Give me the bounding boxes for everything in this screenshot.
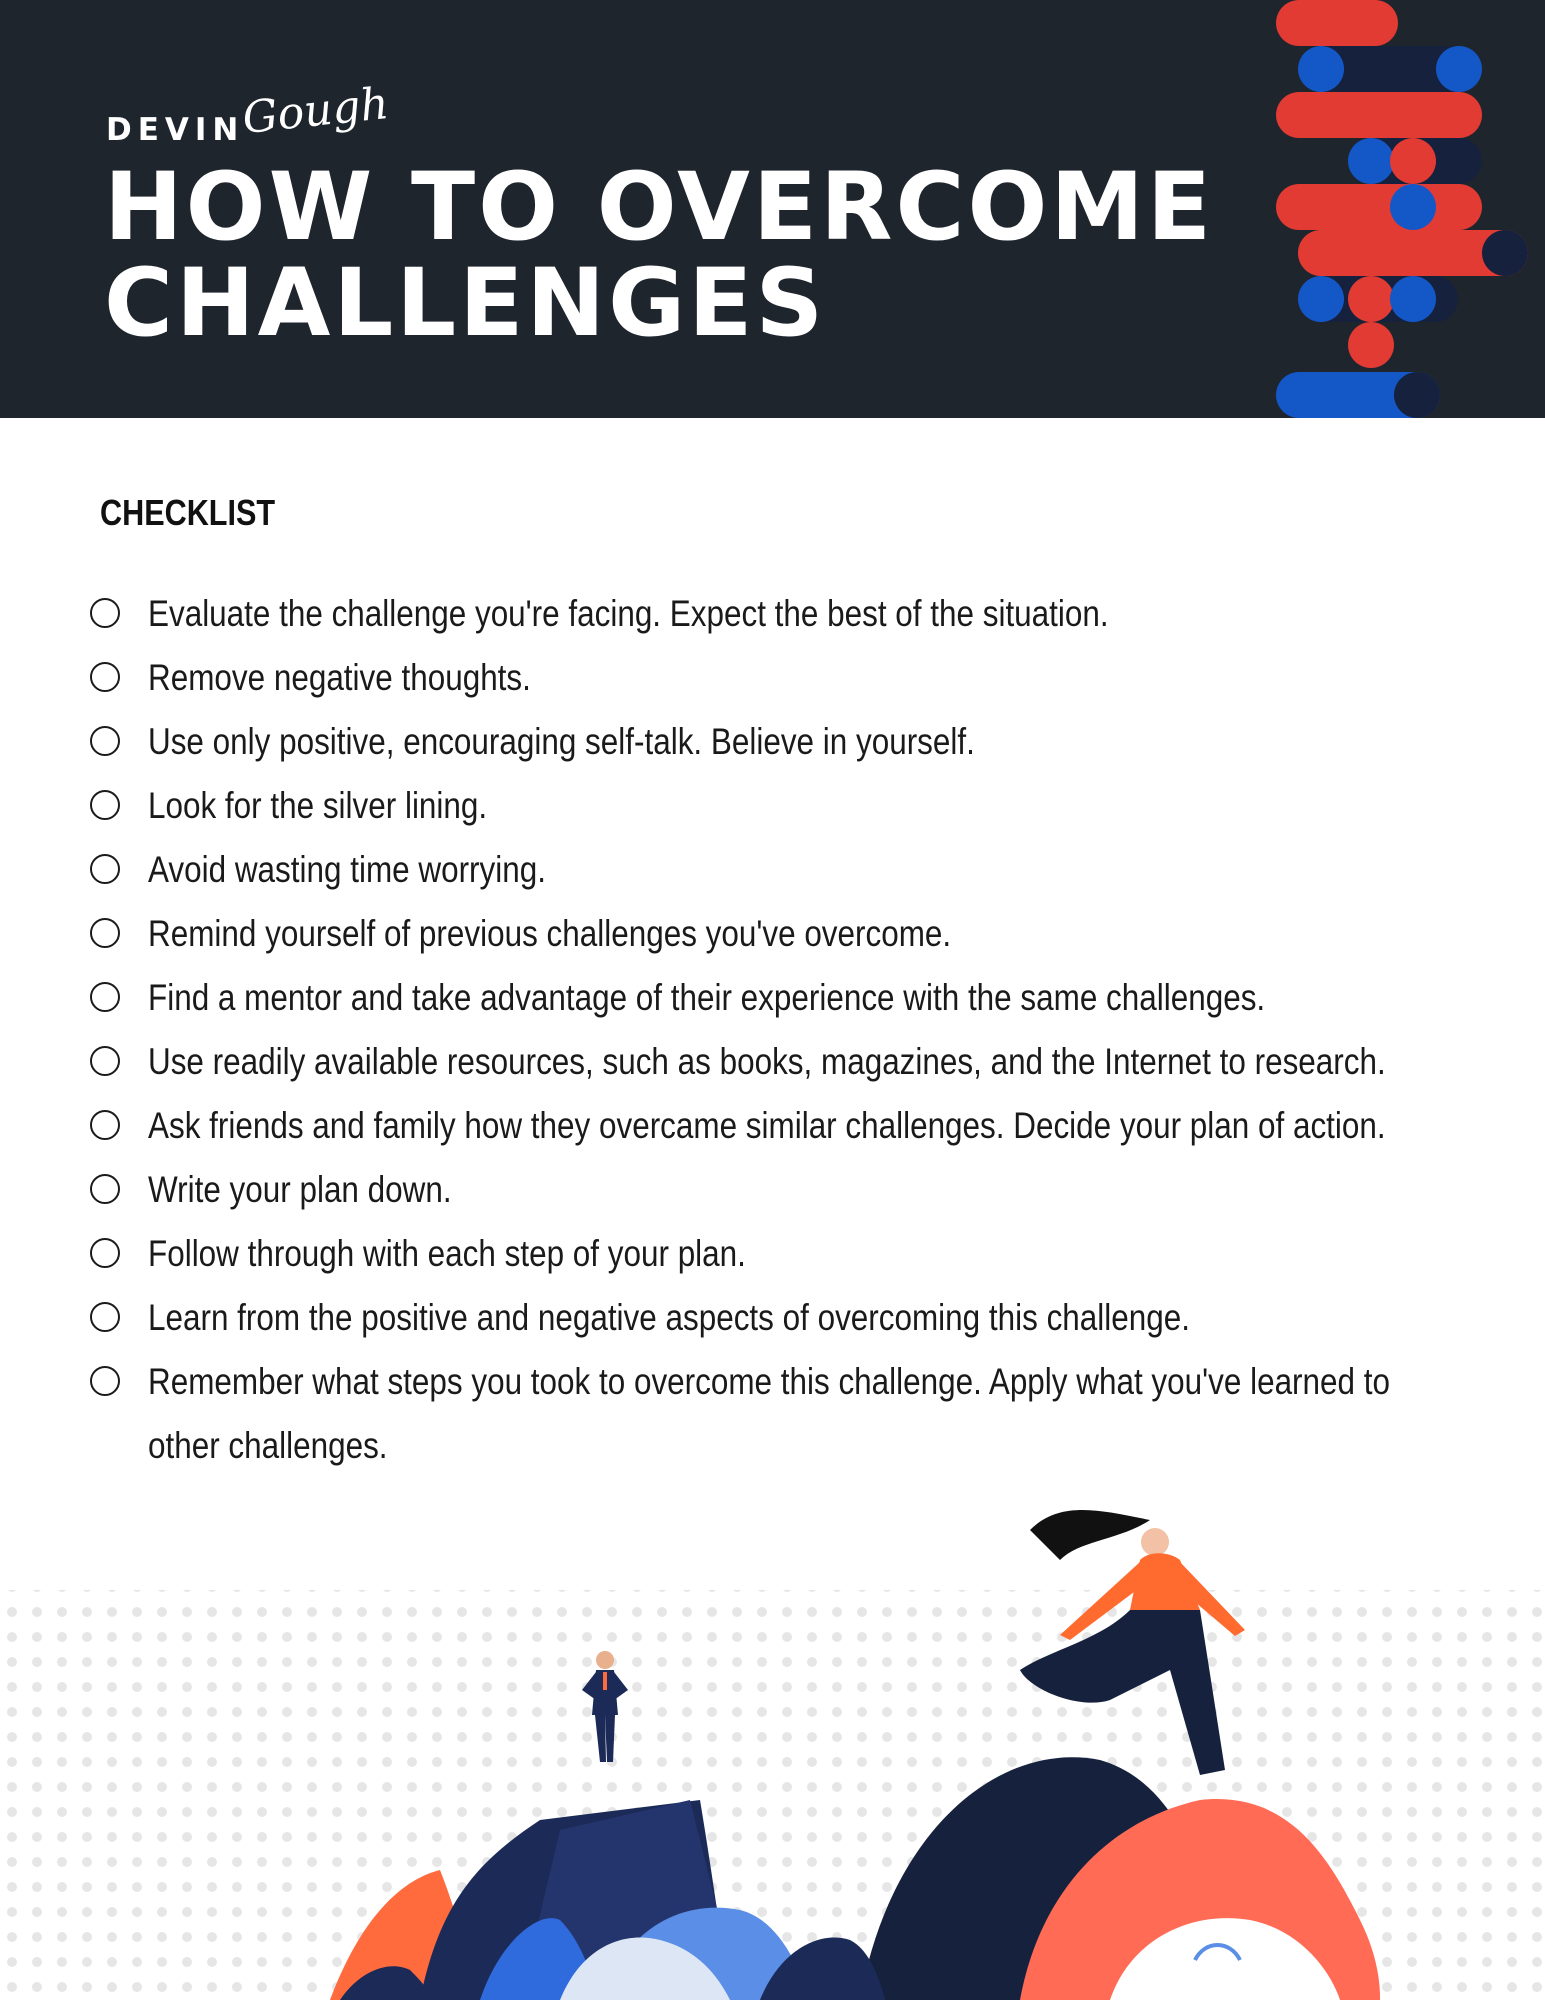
brand-first-word: DEVIN — [106, 112, 245, 148]
checklist-item-text: Avoid wasting time worrying. — [148, 849, 546, 890]
page-title-line-2: CHALLENGES — [104, 249, 827, 358]
list-item — [90, 1222, 1490, 1286]
checklist-heading: CHECKLIST — [100, 492, 276, 533]
checklist-item-text: Look for the silver lining. — [148, 785, 488, 826]
circle-checkbox-icon[interactable] — [90, 854, 120, 884]
checklist-item-text: Remind yourself of previous challenges you've overcome. — [148, 913, 952, 954]
checklist-item-text: Follow through with each step of your plan. — [148, 1233, 746, 1274]
page-title — [104, 153, 1215, 358]
checklist-item-text: Evaluate the challenge you're facing. Expect the best of the situation. — [148, 593, 1109, 634]
list-item — [90, 774, 1490, 838]
circle-checkbox-icon[interactable] — [90, 982, 120, 1012]
list-item — [90, 1350, 1490, 1478]
list-item — [90, 838, 1490, 902]
circle-checkbox-icon[interactable] — [90, 918, 120, 948]
checklist-item-text: Use readily available resources, such as books, magazines, and the Internet to research. — [148, 1041, 1386, 1082]
checklist — [90, 582, 1490, 1478]
list-item — [90, 1158, 1490, 1222]
circle-checkbox-icon[interactable] — [90, 790, 120, 820]
header-banner — [0, 0, 1545, 418]
circle-checkbox-icon[interactable] — [90, 1366, 120, 1396]
list-item — [90, 902, 1490, 966]
decorative-pill-pattern — [1270, 0, 1545, 418]
list-item — [90, 1286, 1490, 1350]
list-item — [90, 1094, 1490, 1158]
circle-checkbox-icon[interactable] — [90, 598, 120, 628]
checklist-item-text: Ask friends and family how they overcame similar challenges. Decide your plan of action. — [148, 1105, 1386, 1146]
circle-checkbox-icon[interactable] — [90, 1110, 120, 1140]
circle-checkbox-icon[interactable] — [90, 1046, 120, 1076]
list-item — [90, 582, 1490, 646]
page-title-line-1: HOW TO OVERCOME — [104, 153, 1215, 262]
circle-checkbox-icon[interactable] — [90, 726, 120, 756]
list-item — [90, 710, 1490, 774]
circle-checkbox-icon[interactable] — [90, 662, 120, 692]
brand-logo — [106, 80, 393, 150]
circle-checkbox-icon[interactable] — [90, 1174, 120, 1204]
list-item — [90, 646, 1490, 710]
checklist-item-text: Use only positive, encouraging self-talk. Believe in yourself. — [148, 721, 975, 762]
checklist-item-text: Find a mentor and take advantage of their experience with the same challenges. — [148, 977, 1266, 1018]
checklist-item-text: Remember what steps you took to overcome this challenge. Apply what you've learned to other challenges. — [148, 1361, 1390, 1466]
list-item — [90, 1030, 1490, 1094]
list-item — [90, 966, 1490, 1030]
circle-checkbox-icon[interactable] — [90, 1238, 120, 1268]
checklist-item-text: Learn from the positive and negative aspects of overcoming this challenge. — [148, 1297, 1190, 1338]
brand-second-word: Gough — [240, 78, 392, 145]
checklist-item-text: Write your plan down. — [148, 1169, 452, 1210]
circle-checkbox-icon[interactable] — [90, 1302, 120, 1332]
mountain-illustration — [0, 1500, 1545, 2000]
checklist-item-text: Remove negative thoughts. — [148, 657, 531, 698]
